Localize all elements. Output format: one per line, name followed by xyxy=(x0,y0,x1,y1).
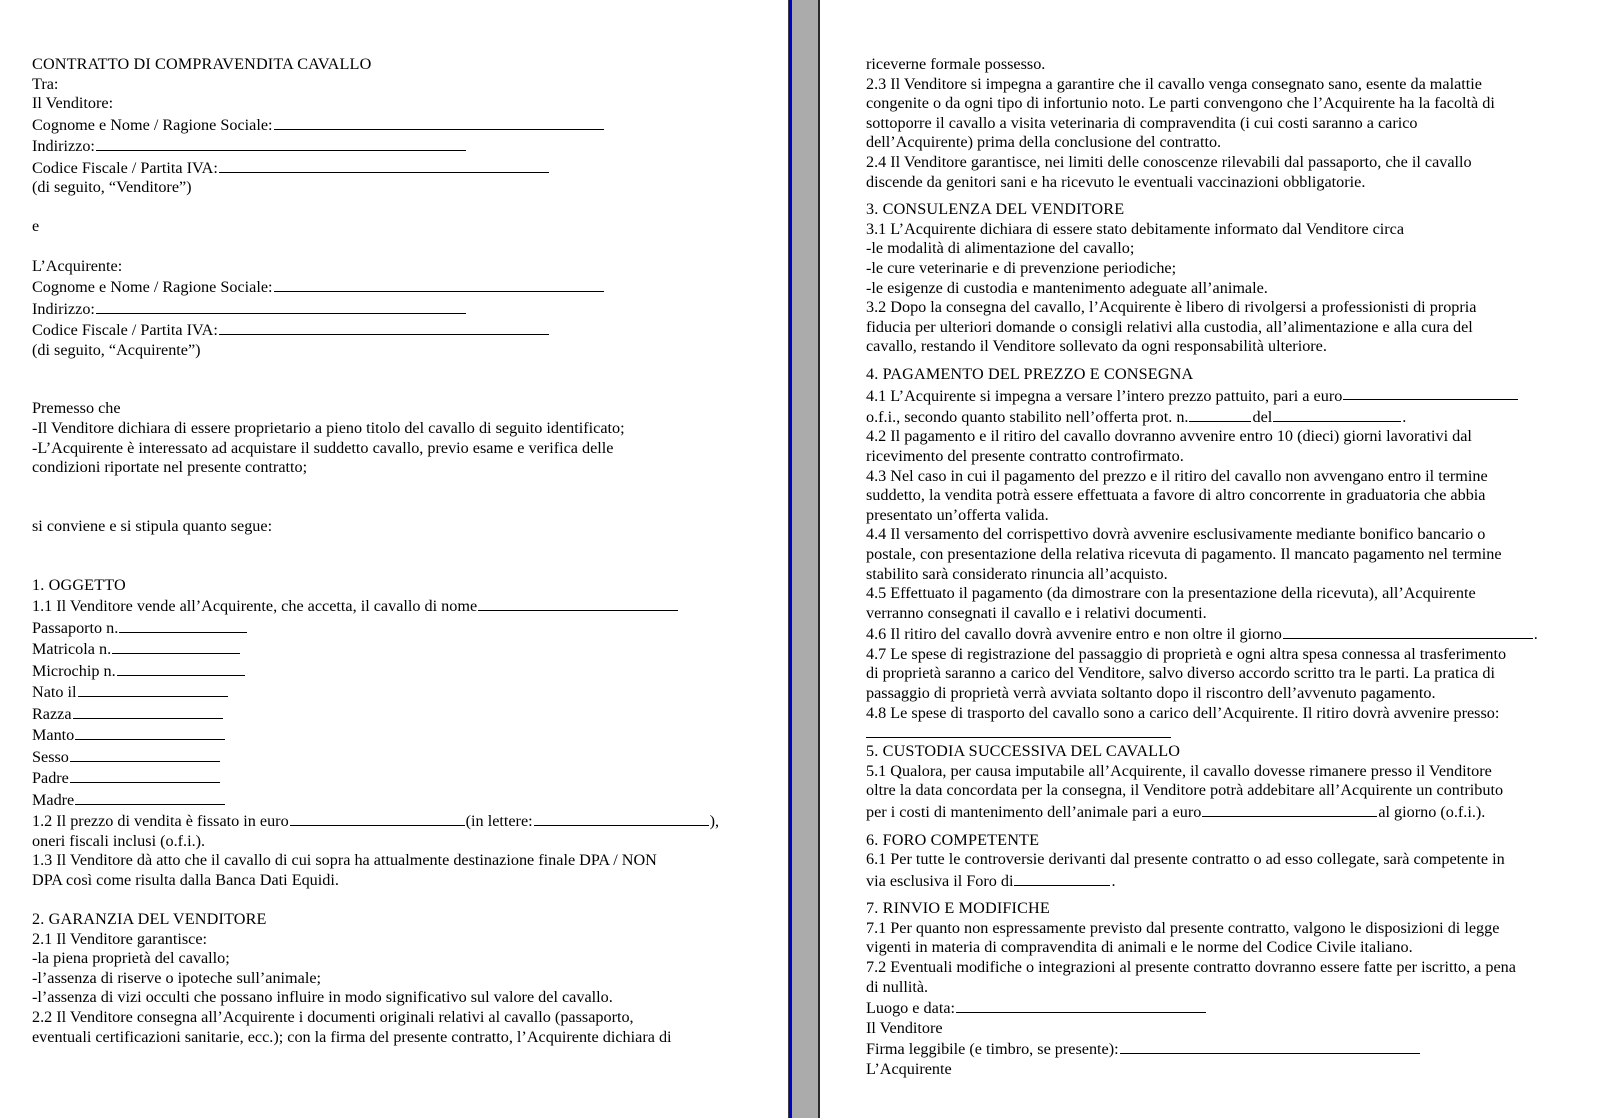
field-padre-label: Padre xyxy=(32,769,69,788)
spacer xyxy=(866,192,1579,200)
clause-4-8: 4.8 Le spese di trasporto del cavallo sono a carico dell’Acquirente. Il ritiro dovrà avvenire presso: xyxy=(866,703,1500,722)
clause-1-1 xyxy=(32,595,758,616)
clause-1-2-text-a: 1.2 Il prezzo di vendita è fissato in euro xyxy=(32,812,289,831)
clause-4-3-line-3: presentato un’offerta valida. xyxy=(866,505,1049,524)
clause-4-6 xyxy=(866,623,1579,644)
clause-2-3-line-1: 2.3 Il Venditore si impegna a garantire che il cavallo venga consegnato sano, esente da malattie xyxy=(866,74,1482,93)
spacer xyxy=(32,237,758,257)
buyer-fiscal-label: Codice Fiscale / Partita IVA: xyxy=(32,321,218,340)
page-2-continuation: riceverne formale possesso. xyxy=(866,55,1046,73)
seller-name-row xyxy=(32,114,758,135)
clause-4-2-line-2: ricevimento del presente contratto controfirmato. xyxy=(866,447,1184,466)
field-manto-label: Manto xyxy=(32,726,75,745)
buyer-fiscal-row xyxy=(32,319,758,340)
seller-name-blank[interactable] xyxy=(274,114,604,130)
clause-6-1-text-b: . xyxy=(1111,871,1116,890)
clause-4-6-text-a: 4.6 Il ritiro del cavallo dovrà avvenire entro e non oltre il giorno xyxy=(866,625,1282,644)
field-razza-label: Razza xyxy=(32,704,72,723)
clause-4-5-line-1: 4.5 Effettuato il pagamento (da dimostrare con la presentazione della ricevuta), all’Acquirente xyxy=(866,584,1476,603)
tra-label: Tra: xyxy=(32,74,59,93)
section-1-heading: 1. OGGETTO xyxy=(32,575,126,594)
buyer-address-label: Indirizzo: xyxy=(32,299,95,318)
clause-2-1-item-c: -l’assenza di vizi occulti che possano influire in modo significativo sul valore del cavallo. xyxy=(32,988,613,1007)
recitals-closing: si conviene e si stipula quanto segue: xyxy=(32,517,273,535)
field-manto xyxy=(32,724,758,745)
recitals-heading: Premesso che xyxy=(32,399,121,418)
buyer-fiscal-blank[interactable] xyxy=(219,319,549,335)
field-madre-blank[interactable] xyxy=(75,789,225,805)
page-1-body xyxy=(32,55,758,1047)
clause-1-3-line-1: 1.3 Il Venditore dà atto che il cavallo di cui sopra ha attualmente destinazione finale DPA / NON xyxy=(32,851,657,870)
offer-protocol-blank[interactable] xyxy=(1189,406,1251,422)
spacer xyxy=(32,497,758,517)
clause-3-2-line-2: fiducia per ulteriori domande o consigli relativi alla custodia, all’alimentazione e alla cura del xyxy=(866,317,1473,336)
section-2-heading: 2. GARANZIA DEL VENDITORE xyxy=(32,910,267,929)
horse-name-blank[interactable] xyxy=(478,595,678,611)
clause-5-1-text-a: per i costi di mantenimento dell’animale pari a euro xyxy=(866,802,1202,821)
clause-1-2-line-1 xyxy=(32,810,758,831)
spacer xyxy=(32,380,758,400)
clause-2-3-line-3: sottoporre il cavallo a visita veterinaria di compravendita (i cui costi saranno a carico xyxy=(866,113,1418,132)
clause-1-2-text-c: ), xyxy=(709,812,720,831)
contract-title: CONTRATTO DI COMPRAVENDITA CAVALLO xyxy=(32,55,372,73)
spacer xyxy=(32,198,758,218)
clause-4-6-text-b: . xyxy=(1533,625,1538,644)
clause-7-2-line-1: 7.2 Eventuali modifiche o integrazioni al presente contratto dovranno essere fatte per iscritto, a pena xyxy=(866,957,1516,976)
daily-keep-cost-blank[interactable] xyxy=(1202,801,1377,817)
price-words-blank[interactable] xyxy=(534,810,709,826)
clause-2-4-line-1: 2.4 Il Venditore garantisce, nei limiti delle conoscenze rilevabili dal passaporto, che il cavallo xyxy=(866,152,1472,171)
spacer xyxy=(866,357,1579,365)
spacer xyxy=(866,823,1579,831)
clause-1-1-text: 1.1 Il Venditore vende all’Acquirente, che accetta, il cavallo di nome xyxy=(32,597,478,616)
buyer-address-blank[interactable] xyxy=(96,298,466,314)
clause-2-1: 2.1 Il Venditore garantisce: xyxy=(32,929,208,948)
seller-fiscal-blank[interactable] xyxy=(219,157,549,173)
seller-address-row xyxy=(32,135,758,156)
clause-4-1-text-a: 4.1 L’Acquirente si impegna a versare l’intero prezzo pattuito, pari a euro xyxy=(866,386,1343,405)
clause-5-1-line-2: oltre la data concordata per la consegna, il Venditore potrà addebitare all’Acquirente un contributo xyxy=(866,781,1504,800)
clause-4-7-line-1: 4.7 Le spese di registrazione del passaggio di proprietà e ogni altra spesa connessa al trasferimento xyxy=(866,644,1507,663)
clause-2-3-line-2: congenite o da ogni tipo di infortunio noto. Le parti convengono che l’Acquirente ha la facoltà di xyxy=(866,94,1495,113)
field-madre xyxy=(32,789,758,810)
clause-3-2-line-3: cavallo, restando il Venditore sollevato da ogni responsabilità ulteriore. xyxy=(866,337,1327,356)
clause-6-1-line-2 xyxy=(866,870,1579,891)
spacer xyxy=(866,891,1579,899)
field-microchip-blank[interactable] xyxy=(117,660,245,676)
clause-3-2-line-1: 3.2 Dopo la consegna del cavallo, l’Acquirente è libero di rivolgersi a professionisti di propria xyxy=(866,298,1477,317)
recital-item-2-line-2: condizioni riportate nel presente contratto; xyxy=(32,458,308,477)
seller-address-label: Indirizzo: xyxy=(32,137,95,156)
seller-fiscal-row xyxy=(32,157,758,178)
clause-4-1-text-c: del xyxy=(1252,407,1273,426)
field-padre xyxy=(32,767,758,788)
clause-6-1-text-a: via esclusiva il Foro di xyxy=(866,871,1014,890)
document-page-2 xyxy=(820,0,1609,1118)
clause-4-3-line-2: suddetto, la vendita potrà essere effettuata a favore di altro concorrente in graduatoria che abbia xyxy=(866,486,1486,505)
clause-4-3-line-1: 4.3 Nel caso in cui il pagamento del prezzo e il ritiro del cavallo non avvengano entro il termine xyxy=(866,466,1488,485)
buyer-address-row xyxy=(32,298,758,319)
clause-3-1-item-b: -le cure veterinarie e di prevenzione periodiche; xyxy=(866,258,1177,277)
clause-1-3-line-2: DPA così come risulta dalla Banca Dati Equidi. xyxy=(32,870,339,889)
section-4-heading: 4. PAGAMENTO DEL PREZZO E CONSEGNA xyxy=(866,364,1194,383)
field-nato-label: Nato il xyxy=(32,683,77,702)
field-passaporto-blank[interactable] xyxy=(119,617,247,633)
place-date-row xyxy=(866,997,1579,1018)
buyer-name-label: Cognome e Nome / Ragione Sociale: xyxy=(32,278,273,297)
seller-address-blank[interactable] xyxy=(96,135,466,151)
clause-4-7-line-2: di proprietà saranno a carico del Venditore, salvo diverso accordo scritto tra le parti. La pratica di xyxy=(866,664,1495,683)
clause-4-5-line-2: verranno consegnati il cavallo e i relativi documenti. xyxy=(866,603,1207,622)
clause-2-1-item-a: -la piena proprietà del cavallo; xyxy=(32,949,230,968)
clause-4-4-line-1: 4.4 Il versamento del corrispettivo dovrà avvenire esclusivamente mediante bonifico bancario o xyxy=(866,525,1486,544)
buyer-name-blank[interactable] xyxy=(274,276,604,292)
clause-3-1-item-c: -le esigenze di custodia e mantenimento adeguate all’animale. xyxy=(866,278,1268,297)
field-microchip-label: Microchip n. xyxy=(32,661,116,680)
court-venue-blank[interactable] xyxy=(1014,870,1110,886)
field-nato-blank[interactable] xyxy=(78,681,228,697)
clause-6-1-line-1: 6.1 Per tutte le controversie derivanti dal presente contratto o ad esso collegate, sarà competente in xyxy=(866,850,1505,869)
field-sesso-label: Sesso xyxy=(32,747,69,766)
place-date-label: Luogo e data: xyxy=(866,999,955,1018)
buyer-name-row xyxy=(32,276,758,297)
page-2-body xyxy=(866,55,1579,1079)
signature-seller-label: Il Venditore xyxy=(866,1018,943,1037)
clause-4-1-text-b: o.f.i., secondo quanto stabilito nell’offerta prot. n. xyxy=(866,407,1189,426)
field-nato xyxy=(32,681,758,702)
agreed-price-blank[interactable] xyxy=(1343,385,1518,401)
and-connector: e xyxy=(32,217,40,236)
field-razza-blank[interactable] xyxy=(73,703,223,719)
field-matricola-blank[interactable] xyxy=(112,638,240,654)
clause-2-2-line-2: eventuali certificazioni sanitarie, ecc.); con la firma del presente contratto, l’Acquirente dichiara di xyxy=(32,1027,672,1046)
clause-5-1-line-3 xyxy=(866,801,1579,822)
clause-2-3-line-4: dell’Acquirente) prima della conclusione del contratto. xyxy=(866,133,1222,152)
clause-2-4-line-2: discende da genitori sani e ha ricevuto le eventuali vaccinazioni obbligatorie. xyxy=(866,172,1366,191)
pickup-location-blank[interactable] xyxy=(866,737,1171,738)
section-3-heading: 3. CONSULENZA DEL VENDITORE xyxy=(866,200,1125,219)
field-matricola-label: Matricola n. xyxy=(32,640,112,659)
clause-3-1-item-a: -le modalità di alimentazione del cavallo; xyxy=(866,239,1135,258)
recital-item-1: -Il Venditore dichiara di essere proprietario a pieno titolo del cavallo di seguito identificato; xyxy=(32,419,625,438)
pickup-date-blank[interactable] xyxy=(1283,623,1533,639)
field-sesso xyxy=(32,746,758,767)
place-date-blank[interactable] xyxy=(956,997,1206,1013)
clause-3-1: 3.1 L’Acquirente dichiara di essere stato debitamente informato dal Venditore circa xyxy=(866,219,1405,238)
clause-2-2-line-1: 2.2 Il Venditore consegna all’Acquirente i documenti originali relativi al cavallo (passaporto, xyxy=(32,1008,634,1027)
field-sesso-blank[interactable] xyxy=(70,746,220,762)
signature-buyer-label: L’Acquirente xyxy=(866,1059,952,1078)
buyer-label: L’Acquirente: xyxy=(32,256,123,275)
clause-4-1-line-1 xyxy=(866,385,1579,406)
clause-1-2-line-2: oneri fiscali inclusi (o.f.i.). xyxy=(32,831,206,850)
field-passaporto-label: Passaporto n. xyxy=(32,618,119,637)
clause-4-7-line-3: passaggio di proprietà verrà avviata soltanto dopo il riscontro dell’avvenuto pagamento. xyxy=(866,684,1436,703)
field-passaporto xyxy=(32,617,758,638)
signature-row xyxy=(866,1038,1579,1059)
spacer xyxy=(32,537,758,557)
clause-7-1-line-1: 7.1 Per quanto non espressamente previsto dal presente contratto, valgono le disposizioni di legge xyxy=(866,918,1500,937)
clause-4-1-line-2 xyxy=(866,406,1579,427)
price-digits-blank[interactable] xyxy=(290,810,465,826)
clause-4-1-text-d: . xyxy=(1402,407,1407,426)
recital-item-2-line-1: -L’Acquirente è interessato ad acquistare il suddetto cavallo, previo esame e verifica delle xyxy=(32,438,614,457)
seller-fiscal-label: Codice Fiscale / Partita IVA: xyxy=(32,158,218,177)
signature-blank[interactable] xyxy=(1120,1038,1420,1054)
spacer xyxy=(32,360,758,380)
clause-7-2-line-2: di nullità. xyxy=(866,977,929,996)
field-razza xyxy=(32,703,758,724)
field-matricola xyxy=(32,638,758,659)
field-microchip xyxy=(32,660,758,681)
page-gutter xyxy=(788,0,820,1118)
spacer xyxy=(32,556,758,576)
clause-5-1-text-b: al giorno (o.f.i.). xyxy=(1378,802,1486,821)
clause-7-1-line-2: vigenti in materia di compravendita di animali e le norme del Codice Civile italiano. xyxy=(866,938,1413,957)
section-7-heading: 7. RINVIO E MODIFICHE xyxy=(866,899,1050,918)
clause-1-2-text-b: (in lettere: xyxy=(465,812,533,831)
signature-label: Firma leggibile (e timbro, se presente): xyxy=(866,1040,1119,1059)
clause-4-4-line-3: stabilito sarà considerato rinuncia all’acquisto. xyxy=(866,564,1168,583)
field-manto-blank[interactable] xyxy=(75,724,225,740)
seller-name-label: Cognome e Nome / Ragione Sociale: xyxy=(32,115,273,134)
field-madre-label: Madre xyxy=(32,790,75,809)
section-6-heading: 6. FORO COMPETENTE xyxy=(866,830,1040,849)
seller-label: Il Venditore: xyxy=(32,94,114,113)
clause-4-4-line-2: postale, con presentazione della relativa ricevuta di pagamento. Il mancato pagamento nel termine xyxy=(866,545,1502,564)
clause-4-2-line-1: 4.2 Il pagamento e il ritiro del cavallo dovranno avvenire entro 10 (dieci) giorni lavorativi dal xyxy=(866,427,1472,446)
clause-5-1-line-1: 5.1 Qualora, per causa imputabile all’Acquirente, il cavallo dovesse rimanere presso il Venditore xyxy=(866,761,1492,780)
section-5-heading: 5. CUSTODIA SUCCESSIVA DEL CAVALLO xyxy=(866,742,1181,761)
spacer xyxy=(32,478,758,498)
spacer xyxy=(32,890,758,910)
seller-note: (di seguito, “Venditore”) xyxy=(32,178,192,197)
field-padre-blank[interactable] xyxy=(70,767,220,783)
document-page-1 xyxy=(0,0,788,1118)
offer-date-blank[interactable] xyxy=(1273,406,1401,422)
clause-2-1-item-b: -l’assenza di riserve o ipoteche sull’animale; xyxy=(32,968,322,987)
buyer-note: (di seguito, “Acquirente”) xyxy=(32,340,201,359)
gutter-fill xyxy=(792,0,818,1118)
